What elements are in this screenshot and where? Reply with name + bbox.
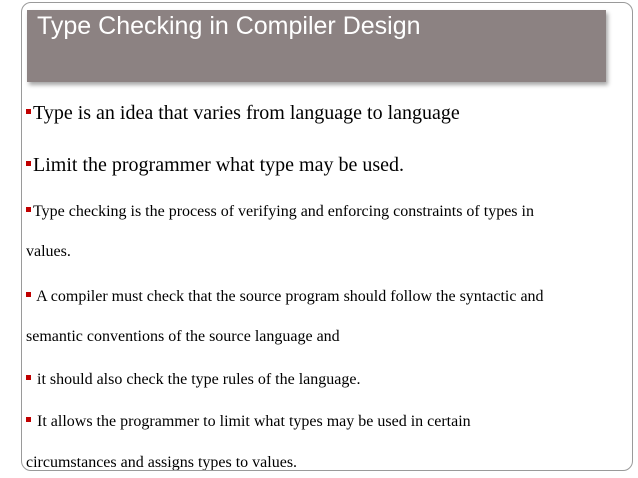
square-bullet-icon <box>26 207 31 212</box>
bullet-item <box>26 154 404 177</box>
slide-frame <box>21 2 633 471</box>
square-bullet-icon <box>26 292 31 297</box>
title-bar <box>27 10 606 82</box>
bullet-text: it should also check the type rules of the language. <box>33 371 361 388</box>
square-bullet-icon <box>26 375 31 380</box>
bullet-item <box>26 203 534 221</box>
bullet-text: A compiler must check that the source program should follow the syntactic and <box>33 288 544 305</box>
slide-title: Type Checking in Compiler Design <box>37 12 421 40</box>
square-bullet-icon <box>26 417 31 422</box>
square-bullet-icon <box>26 109 31 114</box>
bullet-text: Limit the programmer what type may be used. <box>33 154 405 176</box>
bullet-text: It allows the programmer to limit what types may be used in certain <box>33 413 471 430</box>
bullet-item <box>26 102 460 125</box>
bullet-text: Type checking is the process of verifying and enforcing constraints of types in <box>33 203 534 220</box>
bullet-continuation: circumstances and assigns types to values. <box>26 454 298 471</box>
bullet-continuation: semantic conventions of the source language and <box>26 328 340 345</box>
bullet-item <box>26 288 544 306</box>
bullet-text: Type is an idea that varies from language to language <box>33 102 460 124</box>
bullet-item <box>26 371 360 389</box>
bullet-item <box>26 413 471 431</box>
bullet-continuation: values. <box>26 243 71 260</box>
square-bullet-icon <box>26 161 31 166</box>
